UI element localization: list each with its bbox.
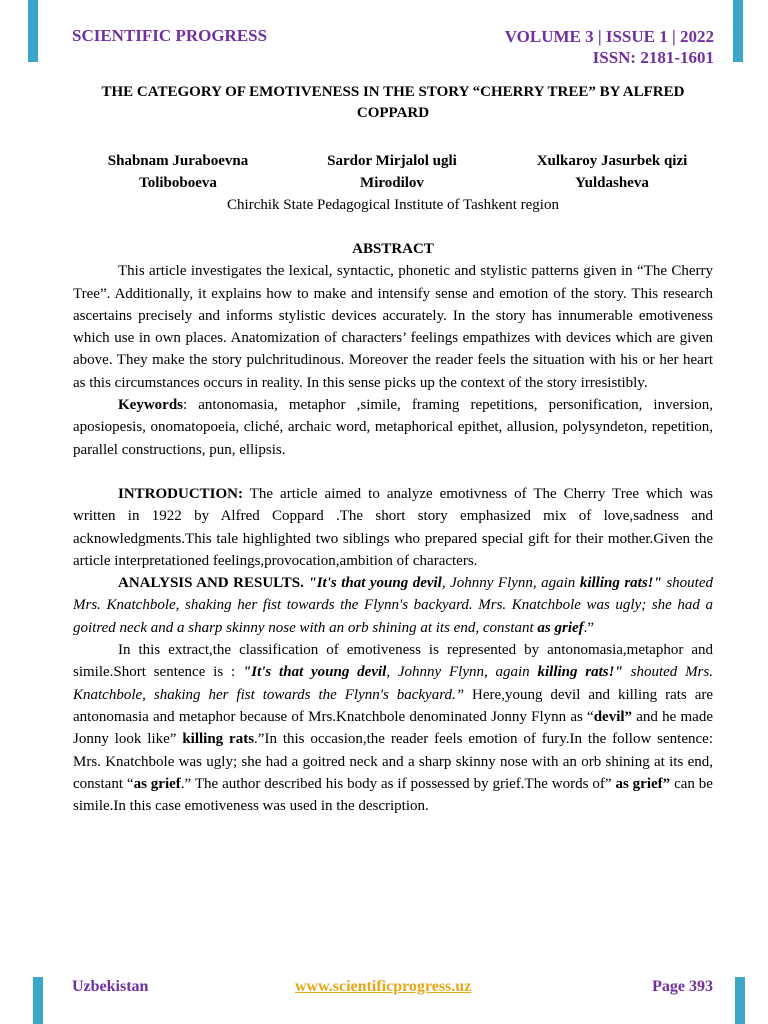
introduction-text: The article aimed to analyze emotivness of The Cherry Tree which was written in 1922 by Alfred Coppard .The short story emphasized mix of love,sadness and acknowledgments.This tale highlighted two siblings who prepared special gift for their mother.Given the article interpretationed feelings,provocation,ambition of characters. <box>73 485 713 569</box>
text-segment: devil” <box>593 708 633 725</box>
analysis-label: ANALYSIS AND RESULTS. <box>118 575 304 592</box>
article-title: THE CATEGORY OF EMOTIVENESS IN THE STORY “CHERRY TREE” BY ALFRED COPPARD <box>101 84 685 121</box>
text-segment: , Johnny Flynn, again <box>386 664 538 681</box>
corner-bar-top-right <box>733 0 743 62</box>
text-segment: as grief” <box>615 775 671 792</box>
text-segment: shouted Mrs. Knatchbole, shaking her fist towards the Flynn's backyard.” <box>73 664 713 703</box>
keywords-paragraph <box>73 394 713 461</box>
journal-name: SCIENTIFIC PROGRESS <box>72 26 268 45</box>
corner-bar-bottom-right <box>735 977 745 1024</box>
introduction-label: INTRODUCTION: <box>118 485 244 502</box>
text-segment: can be simile.In this case emotiveness was used in the description. <box>73 775 713 815</box>
author-2 <box>294 150 490 194</box>
text-segment: .”In this occasion,the reader feels emotion of fury.In the follow sentence: Mrs. Knatchbole was ugly; she had a goitred neck and a sharp skinny nose with an orb shining at its end, constant “ <box>73 731 713 792</box>
quote-segment: .” <box>583 619 595 636</box>
page-number: Page 393 <box>652 978 713 995</box>
author-1 <box>72 150 284 194</box>
abstract-heading: ABSTRACT <box>352 241 434 257</box>
author-list <box>72 150 714 194</box>
footer-website-link[interactable]: www.scientificprogress.uz <box>295 978 472 995</box>
author-2-family: Mirodilov <box>360 175 424 191</box>
affiliation: Chirchik State Pedagogical Institute of Tashkent region <box>227 197 559 213</box>
introduction-paragraph <box>73 483 713 572</box>
quote-segment: shouted Mrs. Knatchbole, shaking her fist towards the Flynn's backyard. Mrs. Knatchbole was ugly; she had a goitred neck and a sharp skinny nose with an orb shining at its end, constant <box>73 575 713 636</box>
quote-segment: , Johnny Flynn, again <box>441 575 580 592</box>
analysis-paragraph <box>73 572 713 639</box>
abstract-text: This article investigates the lexical, syntactic, phonetic and stylistic patterns given in “The Cherry Tree”. Additionally, it explains how to make and intensify sense and emotion of the story. This research ascertains precisely and informs stylistic devices accurately. In the story has innumerable emotiveness which use in own places. Anatomization of characters’ feelings empathizes with devices which are given above. They make the story pulchritudinous. Moreover the reader feels the situation with his or her heart as this circumstances occurs in reality. In this sense picks up the context of the story irresistibly. <box>73 263 713 391</box>
quote-segment: as grief <box>537 619 584 636</box>
discussion-paragraph <box>73 639 713 817</box>
article-body <box>73 238 713 817</box>
footer-country: Uzbekistan <box>72 978 149 995</box>
volume-issue: VOLUME 3 | ISSUE 1 | 2022 <box>504 27 714 46</box>
quote-segment: "It's that young devil <box>303 575 442 592</box>
paragraph-spacer <box>73 461 713 483</box>
corner-bar-top-left <box>28 0 38 62</box>
keywords-list: : antonomasia, metaphor ,simile, framing repetitions, personification, inversion, aposiopesis, onomatopoeia, cliché, archaic word, metaphorical epithet, allusion, polysyndeton, repetition, parallel constructions, pun, ellipsis. <box>73 397 713 458</box>
journal-issue-info <box>505 26 714 68</box>
text-segment: and he made Jonny look like” <box>73 708 713 748</box>
text-segment: .” The author described his body as if possessed by grief.The words of” <box>180 775 616 792</box>
author-2-given: Sardor Mirjalol ugli <box>327 153 457 169</box>
keywords-label: Keywords <box>118 397 183 414</box>
author-3-family: Yuldasheva <box>575 175 649 191</box>
author-1-family: Toliboboeva <box>139 175 217 191</box>
text-segment: killing rats!" <box>537 664 623 681</box>
author-3 <box>510 150 714 194</box>
author-3-given: Xulkaroy Jasurbek qizi <box>536 153 688 169</box>
text-segment: "It's that young devil <box>242 664 387 681</box>
author-1-given: Shabnam Juraboevna <box>107 153 249 169</box>
text-segment: Here,young devil and killing rats are antonomasia and metaphor because of Mrs.Knatchbole denominated Jonny Flynn as “ <box>73 686 714 725</box>
text-segment: In this extract,the classification of emotiveness is represented by antonomasia,metaphor and simile.Short sentence is : <box>73 642 713 681</box>
corner-bar-bottom-left <box>33 977 43 1024</box>
text-segment: as grief <box>133 775 181 792</box>
issn: ISSN: 2181-1601 <box>592 48 714 67</box>
text-segment: killing rats <box>182 731 255 748</box>
quote-segment: killing rats!" <box>579 575 662 592</box>
